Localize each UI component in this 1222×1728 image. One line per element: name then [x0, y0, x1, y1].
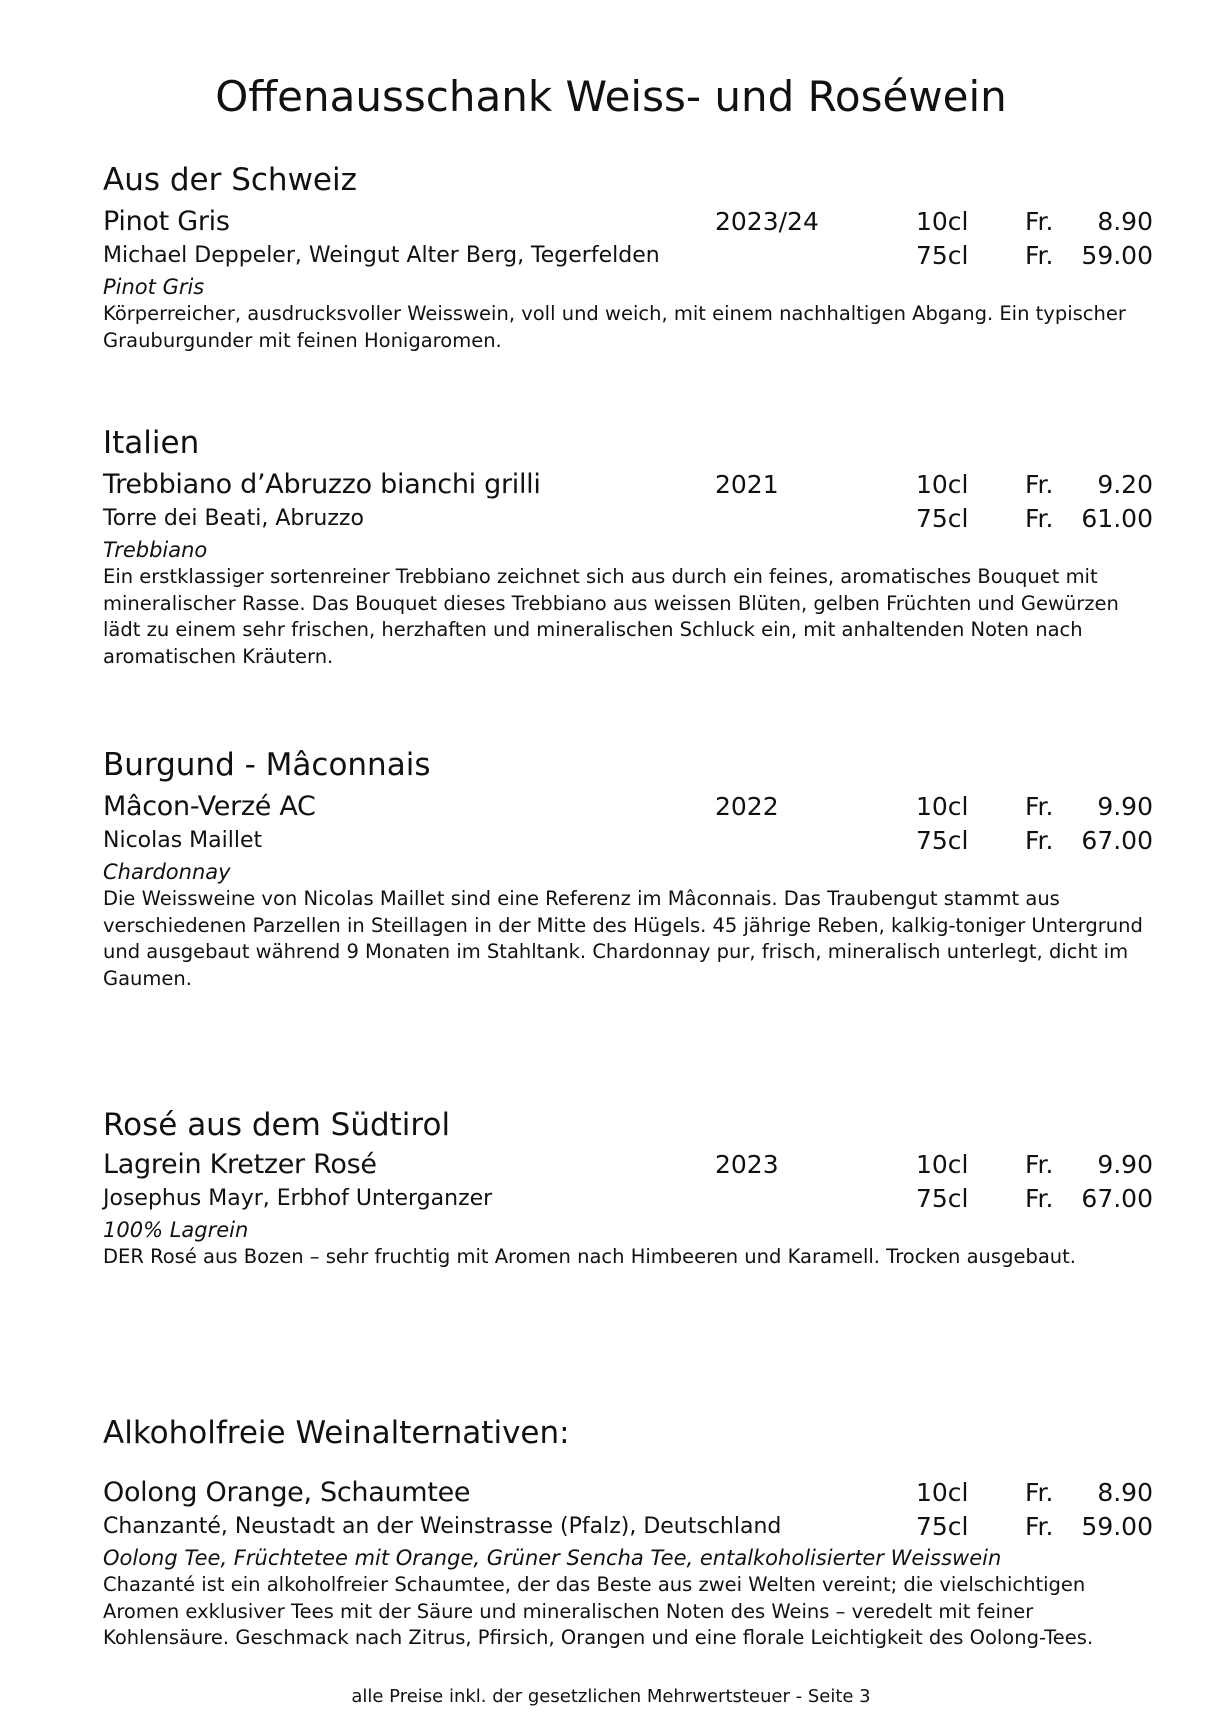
section-heading: Aus der Schweiz [103, 162, 357, 198]
wine-row-main [103, 1476, 1153, 1510]
wine-vintage: 2023 [715, 1150, 779, 1179]
currency: Fr. [1025, 792, 1054, 821]
price-small: 9.20 [1097, 470, 1153, 499]
currency: Fr. [1025, 1150, 1054, 1179]
wine-description: Chazanté ist ein alkoholfreier Schaumtee, der das Beste aus zwei Welten vereint; die vielschichtigen Aromen exklusiver Tees mit der Säure und mineralischen Noten des Weins – veredelt mit feiner Kohlensäure. Geschmack nach Zitrus, Pfirsich, Orangen und eine florale Leichtigkeit des Oolong-Tees. [103, 1573, 1094, 1649]
wine-vintage: 2021 [715, 470, 779, 499]
size-large: 75cl [916, 241, 969, 270]
wine-grape: Oolong Tee, Früchtetee mit Orange, Grüner Sencha Tee, entalkoholisierter Weisswein [103, 1546, 1002, 1570]
price-small: 9.90 [1097, 792, 1153, 821]
wine-description: Ein erstklassiger sortenreiner Trebbiano zeichnet sich aus durch ein feines, aromatisches Bouquet mit mineralischer Rasse. Das Bouquet dieses Trebbiano aus weissen Blüten, gelben Früchten und Gewürzen lädt zu einem sehr frischen, herzhaften und mineralischen Schluck ein, mit anhaltenden Noten nach aromatischen Kräutern. [103, 565, 1119, 668]
wine-entry [103, 468, 1153, 670]
wine-row-producer [103, 502, 1153, 536]
currency: Fr. [1025, 1512, 1054, 1541]
section-suedtirol [103, 1102, 1153, 1271]
wine-grape: Chardonnay [103, 860, 231, 884]
currency: Fr. [1025, 504, 1054, 533]
section-schweiz [103, 157, 1153, 354]
size-small: 10cl [916, 1150, 969, 1179]
wine-description: Körperreicher, ausdrucksvoller Weisswein, voll und weich, mit einem nachhaltigen Abgang. Ein typischer Grauburgunder mit feinen Honigaromen. [103, 302, 1126, 352]
wine-description: DER Rosé aus Bozen – sehr fruchtig mit Aromen nach Himbeeren und Karamell. Trocken ausgebaut. [103, 1245, 1076, 1268]
size-small: 10cl [916, 1478, 969, 1507]
wine-entry [103, 790, 1153, 992]
wine-name: Lagrein Kretzer Rosé [103, 1149, 377, 1180]
section-heading: Alkoholfreie Weinalternativen: [103, 1415, 570, 1451]
wine-grape: 100% Lagrein [103, 1218, 249, 1242]
wine-name: Trebbiano d’Abruzzo bianchi grilli [103, 469, 541, 500]
currency: Fr. [1025, 1184, 1054, 1213]
size-large: 75cl [916, 1184, 969, 1213]
wine-producer: Josephus Mayr, Erbhof Unterganzer [103, 1186, 493, 1211]
wine-vintage: 2022 [715, 792, 779, 821]
currency: Fr. [1025, 826, 1054, 855]
wine-row-main [103, 1148, 1153, 1182]
wine-vintage: 2023/24 [715, 207, 819, 236]
wine-description: Die Weissweine von Nicolas Maillet sind eine Referenz im Mâconnais. Das Traubengut stammt aus verschiedenen Parzellen in Steillagen in der Mitte des Hügels. 45 jährige Reben, kalkig-toniger Untergrund und ausgebaut während 9 Monaten im Stahltank. Chardonnay pur, frisch, mineralisch unterlegt, dicht im Gaumen. [103, 887, 1143, 990]
currency: Fr. [1025, 241, 1054, 270]
section-heading: Italien [103, 425, 200, 461]
size-large: 75cl [916, 1512, 969, 1541]
section-heading: Burgund - Mâconnais [103, 747, 431, 783]
section-heading: Rosé aus dem Südtirol [103, 1107, 451, 1143]
wine-grape: Trebbiano [103, 538, 208, 562]
page-footer: alle Preise inkl. der gesetzlichen Mehrwertsteuer - Seite 3 [351, 1686, 871, 1707]
size-small: 10cl [916, 207, 969, 236]
price-large: 61.00 [1081, 504, 1153, 533]
size-small: 10cl [916, 792, 969, 821]
wine-producer: Nicolas Maillet [103, 828, 263, 853]
price-large: 59.00 [1081, 241, 1153, 270]
wine-name: Oolong Orange, Schaumtee [103, 1477, 471, 1508]
wine-row-main [103, 205, 1153, 239]
wine-entry [103, 1476, 1153, 1652]
price-small: 8.90 [1097, 1478, 1153, 1507]
wine-grape: Pinot Gris [103, 275, 205, 299]
price-small: 8.90 [1097, 207, 1153, 236]
size-large: 75cl [916, 504, 969, 533]
wine-producer: Chanzanté, Neustadt an der Weinstrasse (Pfalz), Deutschland [103, 1514, 782, 1539]
wine-producer: Michael Deppeler, Weingut Alter Berg, Tegerfelden [103, 243, 660, 268]
wine-entry [103, 1148, 1153, 1271]
wine-producer: Torre dei Beati, Abruzzo [103, 506, 364, 531]
currency: Fr. [1025, 470, 1054, 499]
wine-row-main [103, 790, 1153, 824]
currency: Fr. [1025, 1478, 1054, 1507]
wine-row-producer [103, 1182, 1153, 1216]
wine-row-producer [103, 824, 1153, 858]
section-alkoholfrei [103, 1410, 1153, 1652]
wine-name: Mâcon-Verzé AC [103, 791, 316, 822]
wine-name: Pinot Gris [103, 206, 230, 237]
section-burgund [103, 742, 1153, 992]
section-italien [103, 420, 1153, 670]
page-title: Offenausschank Weiss- und Roséwein [215, 72, 1007, 121]
price-small: 9.90 [1097, 1150, 1153, 1179]
size-small: 10cl [916, 470, 969, 499]
wine-row-main [103, 468, 1153, 502]
price-large: 67.00 [1081, 1184, 1153, 1213]
wine-row-producer [103, 1510, 1153, 1544]
wine-entry [103, 205, 1153, 354]
size-large: 75cl [916, 826, 969, 855]
price-large: 67.00 [1081, 826, 1153, 855]
price-large: 59.00 [1081, 1512, 1153, 1541]
currency: Fr. [1025, 207, 1054, 236]
wine-row-producer [103, 239, 1153, 273]
